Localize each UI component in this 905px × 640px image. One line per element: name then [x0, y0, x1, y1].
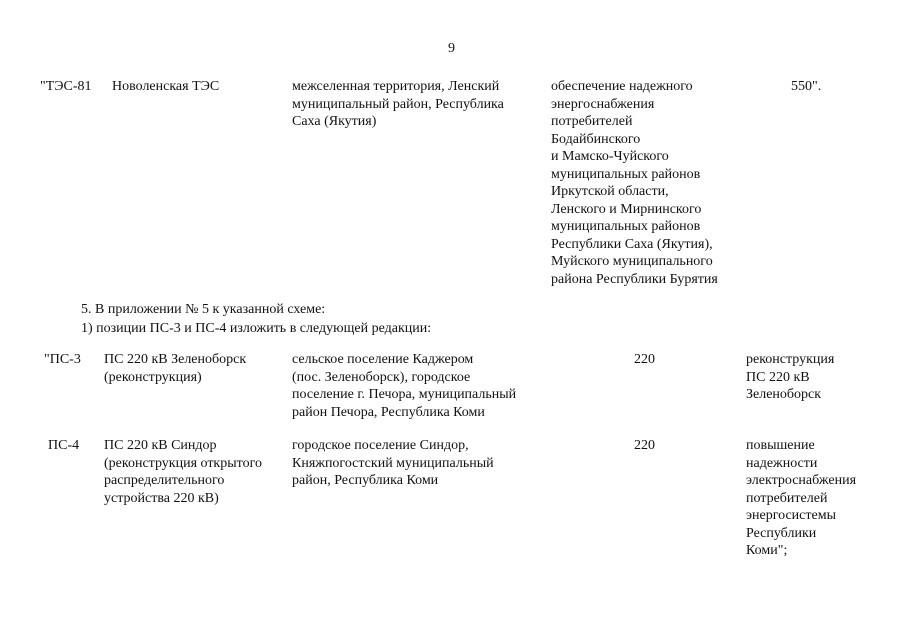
ps-purpose-line: повышение	[746, 438, 815, 453]
ps-name-line: устройства 220 кВ)	[104, 490, 219, 506]
ps-name	[104, 351, 246, 386]
ps-location-line: Княжпогостский муниципальный	[292, 455, 494, 471]
ps-code: ПС-4	[48, 438, 80, 453]
tes-location-line: муниципальный район, Республика	[292, 96, 504, 112]
tes-purpose-line: Муйского муниципального	[551, 254, 713, 269]
tes-purpose-line: Ленского и Мирнинского	[551, 201, 702, 217]
page-number: 9	[448, 41, 455, 56]
ps-purpose-line: Коми";	[746, 543, 788, 558]
ps-purpose	[746, 437, 856, 560]
ps-purpose-line: Республики	[746, 525, 817, 541]
ps-location-line: (пос. Зеленоборск), городское	[292, 369, 471, 385]
tes-purpose-line: Республики Саха (Якутия),	[551, 236, 713, 252]
tes-purpose-line: муниципальных районов	[551, 219, 701, 234]
ps-location-line: район, Республика Коми	[292, 473, 439, 488]
tes-name: Новоленская ТЭС	[112, 79, 220, 94]
ps-name-line: ПС 220 кВ Синдор	[104, 438, 217, 453]
paragraph-item-1: 1) позиции ПС-3 и ПС-4 изложить в следующей редакции:	[81, 321, 432, 336]
tes-purpose	[551, 78, 718, 288]
ps-purpose-line: реконструкция	[746, 352, 835, 367]
ps-voltage: 220	[634, 352, 655, 367]
ps-name-line: (реконструкция)	[104, 369, 202, 385]
tes-purpose-line: района Республики Бурятия	[551, 271, 718, 287]
ps-purpose	[746, 351, 834, 404]
tes-location-line: Саха (Якутия)	[292, 114, 377, 129]
ps-purpose-line: энергосистемы	[746, 508, 836, 523]
tes-location	[292, 78, 504, 131]
tes-code: "ТЭС-81	[40, 79, 92, 94]
ps-purpose-line: ПС 220 кВ	[746, 369, 810, 385]
tes-location-line: межселенная территория, Ленский	[292, 79, 500, 94]
tes-purpose-line: муниципальных районов	[551, 166, 701, 182]
tes-purpose-line: потребителей	[551, 114, 633, 129]
tes-capacity: 550".	[791, 79, 822, 94]
ps-voltage: 220	[634, 438, 655, 453]
ps-purpose-line: потребителей	[746, 490, 828, 506]
ps-location-line: городское поселение Синдор,	[292, 438, 469, 453]
ps-location	[292, 351, 516, 421]
tes-purpose-line: энергоснабжения	[551, 96, 655, 112]
ps-code: "ПС-3	[44, 352, 81, 367]
ps-name-line: распределительного	[104, 473, 225, 488]
ps-name-line: ПС 220 кВ Зеленоборск	[104, 352, 247, 367]
ps-location-line: поселение г. Печора, муниципальный	[292, 387, 517, 402]
ps-purpose-line: Зеленоборск	[746, 387, 822, 402]
ps-location	[292, 437, 494, 490]
ps-purpose-line: надежности	[746, 455, 818, 471]
ps-location-line: сельское поселение Каджером	[292, 352, 474, 367]
tes-purpose-line: обеспечение надежного	[551, 79, 693, 94]
ps-name	[104, 437, 262, 507]
tes-purpose-line: Бодайбинского	[551, 131, 641, 147]
ps-location-line: район Печора, Республика Коми	[292, 404, 485, 420]
ps-name-line: (реконструкция открытого	[104, 455, 262, 471]
tes-purpose-line: и Мамско-Чуйского	[551, 149, 669, 164]
ps-purpose-line: электроснабжения	[746, 473, 857, 488]
paragraph-item-5: 5. В приложении № 5 к указанной схеме:	[81, 302, 326, 317]
tes-purpose-line: Иркутской области,	[551, 184, 669, 199]
